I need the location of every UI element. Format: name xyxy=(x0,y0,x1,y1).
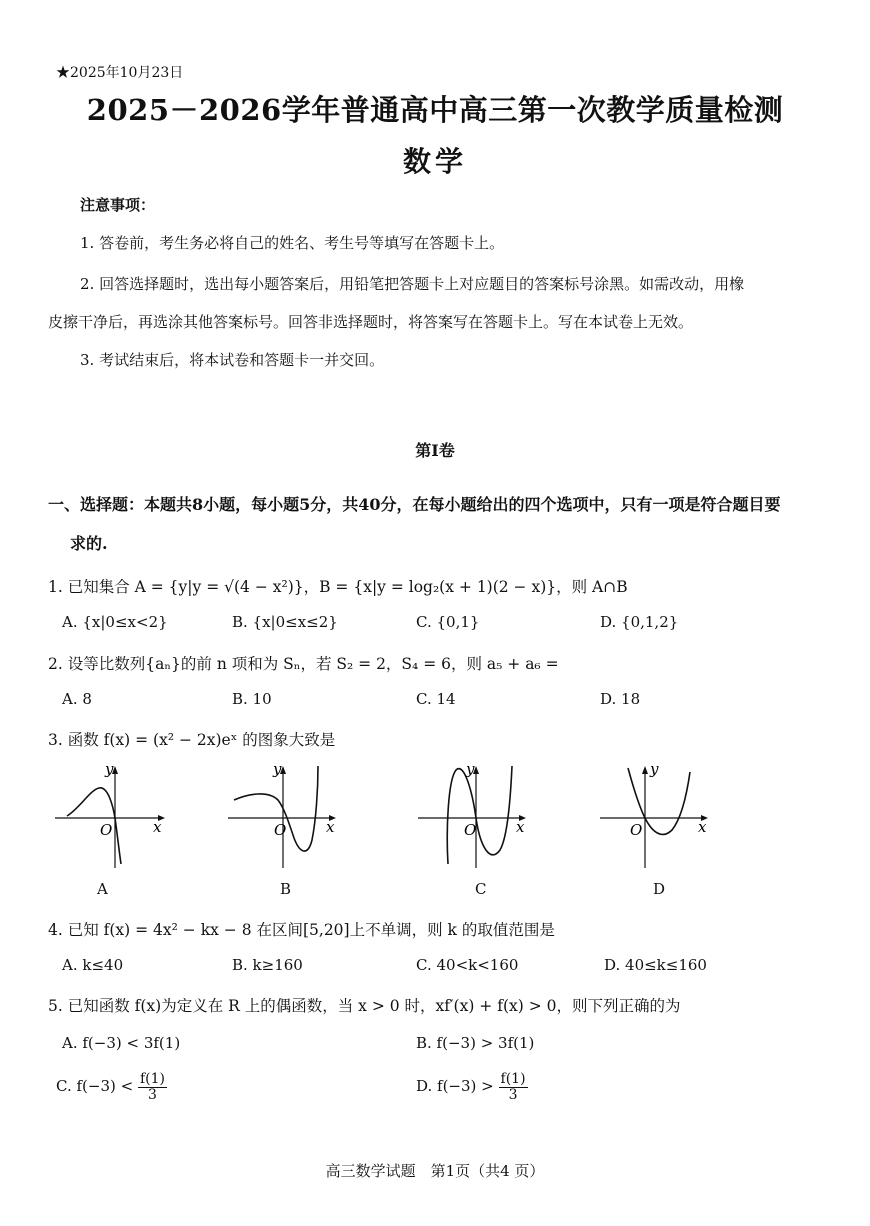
question-1-option-c: C. {0,1} xyxy=(416,613,480,631)
question-2-stem: 2. 设等比数列{aₙ}的前 n 项和为 Sₙ，若 S₂ = 2，S₄ = 6，则 a₅ + a₆ = xyxy=(48,655,559,673)
question-5-option-b: B. f(−3) > 3f(1) xyxy=(416,1034,535,1052)
graph-c-x-label: x xyxy=(516,818,525,836)
graph-d-y-arrow xyxy=(642,766,648,774)
question-2-option-d: D. 18 xyxy=(600,690,641,708)
graph-c-origin-label: O xyxy=(464,821,477,839)
page-footer: 高三数学试题 第1页（共4 页） xyxy=(325,1162,545,1180)
question-2-option-a: A. 8 xyxy=(62,690,92,708)
question-1-option-a: A. {x|0≤x<2} xyxy=(62,613,168,631)
question-3-stem: 3. 函数 f(x) = (x² − 2x)eˣ 的图象大致是 xyxy=(48,731,336,749)
graph-a-y-label: y xyxy=(105,760,114,778)
graph-d-origin-label: O xyxy=(630,821,643,839)
question-1-option-b: B. {x|0≤x≤2} xyxy=(232,613,338,631)
graph-c-label: C xyxy=(475,880,487,898)
fraction-numerator: f(1) xyxy=(500,1071,526,1087)
question-1-stem: 1. 已知集合 A = {y|y = √(4 − x²)}，B = {x|y = log₂(x + 1)(2 − x)}，则 A∩B xyxy=(48,578,628,596)
graph-b-label: B xyxy=(280,880,292,898)
question-5-stem: 5. 已知函数 f(x)为定义在 R 上的偶函数，当 x > 0 时，xf′(x) + f(x) > 0，则下列正确的为 xyxy=(48,997,681,1015)
graph-d-y-label: y xyxy=(650,760,659,778)
graph-d-x-label: x xyxy=(698,818,707,836)
graph-a-origin-label: O xyxy=(100,821,113,839)
note-2-line-1: 2. 回答选择题时，选出每小题答案后，用铅笔把答题卡上对应题目的答案标号涂黑。如需改动，用橡 xyxy=(80,275,745,293)
graph-d-label: D xyxy=(653,880,666,898)
question-4-option-b: B. k≥160 xyxy=(232,956,303,974)
graph-b-x-label: x xyxy=(326,818,335,836)
graph-c xyxy=(418,760,533,872)
question-4-option-a: A. k≤40 xyxy=(62,956,124,974)
fraction-denominator: 3 xyxy=(148,1086,157,1103)
question-5-option-d-text: D. f(−3) > xyxy=(416,1077,494,1096)
graph-b-origin-label: O xyxy=(274,821,287,839)
question-5-option-d-fraction xyxy=(499,1072,528,1102)
question-5-option-c-text: C. f(−3) < xyxy=(56,1077,134,1096)
graph-c-y-label: y xyxy=(466,760,475,778)
question-4-option-c: C. 40<k<160 xyxy=(416,956,519,974)
question-5-option-d xyxy=(416,1072,528,1102)
note-2-line-2: 皮擦干净后，再选涂其他答案标号。回答非选择题时，将答案写在答题卡上。写在本试卷上无效。 xyxy=(48,313,694,331)
graph-c-curve xyxy=(447,766,512,864)
question-2-option-c: C. 14 xyxy=(416,690,456,708)
question-5-option-c-fraction xyxy=(138,1072,167,1102)
graph-d xyxy=(600,760,715,872)
notes-heading: 注意事项： xyxy=(80,196,156,214)
graph-a-label: A xyxy=(97,880,108,898)
section-heading-line-2: 求的. xyxy=(70,534,108,553)
fraction-denominator: 3 xyxy=(508,1086,518,1103)
exam-date: ★2025年10月23日 xyxy=(56,65,184,81)
exam-subject: 数学 xyxy=(402,145,467,178)
question-5-option-c xyxy=(56,1072,167,1102)
graph-a xyxy=(55,760,170,872)
graph-b xyxy=(228,760,343,872)
fraction-numerator: f(1) xyxy=(139,1071,165,1087)
note-1: 1. 答卷前，考生务必将自己的姓名、考生号等填写在答题卡上。 xyxy=(80,234,505,252)
graph-a-curve xyxy=(67,788,121,864)
question-2-option-b: B. 10 xyxy=(232,690,272,708)
question-4-option-d: D. 40≤k≤160 xyxy=(604,956,707,974)
note-3: 3. 考试结束后，将本试卷和答题卡一并交回。 xyxy=(80,351,385,369)
exam-title: 2025－2026学年普通高中高三第一次教学质量检测 xyxy=(86,93,784,127)
question-4-stem: 4. 已知 f(x) = 4x² − kx − 8 在区间[5,20]上不单调，则 k 的取值范围是 xyxy=(48,921,555,939)
graph-a-x-label: x xyxy=(153,818,162,836)
question-5-option-a: A. f(−3) < 3f(1) xyxy=(62,1034,181,1052)
graph-b-y-label: y xyxy=(273,760,282,778)
section-heading-line-1: 一、选择题：本题共8小题，每小题5分，共40分，在每小题给出的四个选项中，只有一项是符合题目要 xyxy=(48,495,781,514)
question-1-option-d: D. {0,1,2} xyxy=(600,613,679,631)
volume-heading: 第Ⅰ卷 xyxy=(415,441,455,460)
